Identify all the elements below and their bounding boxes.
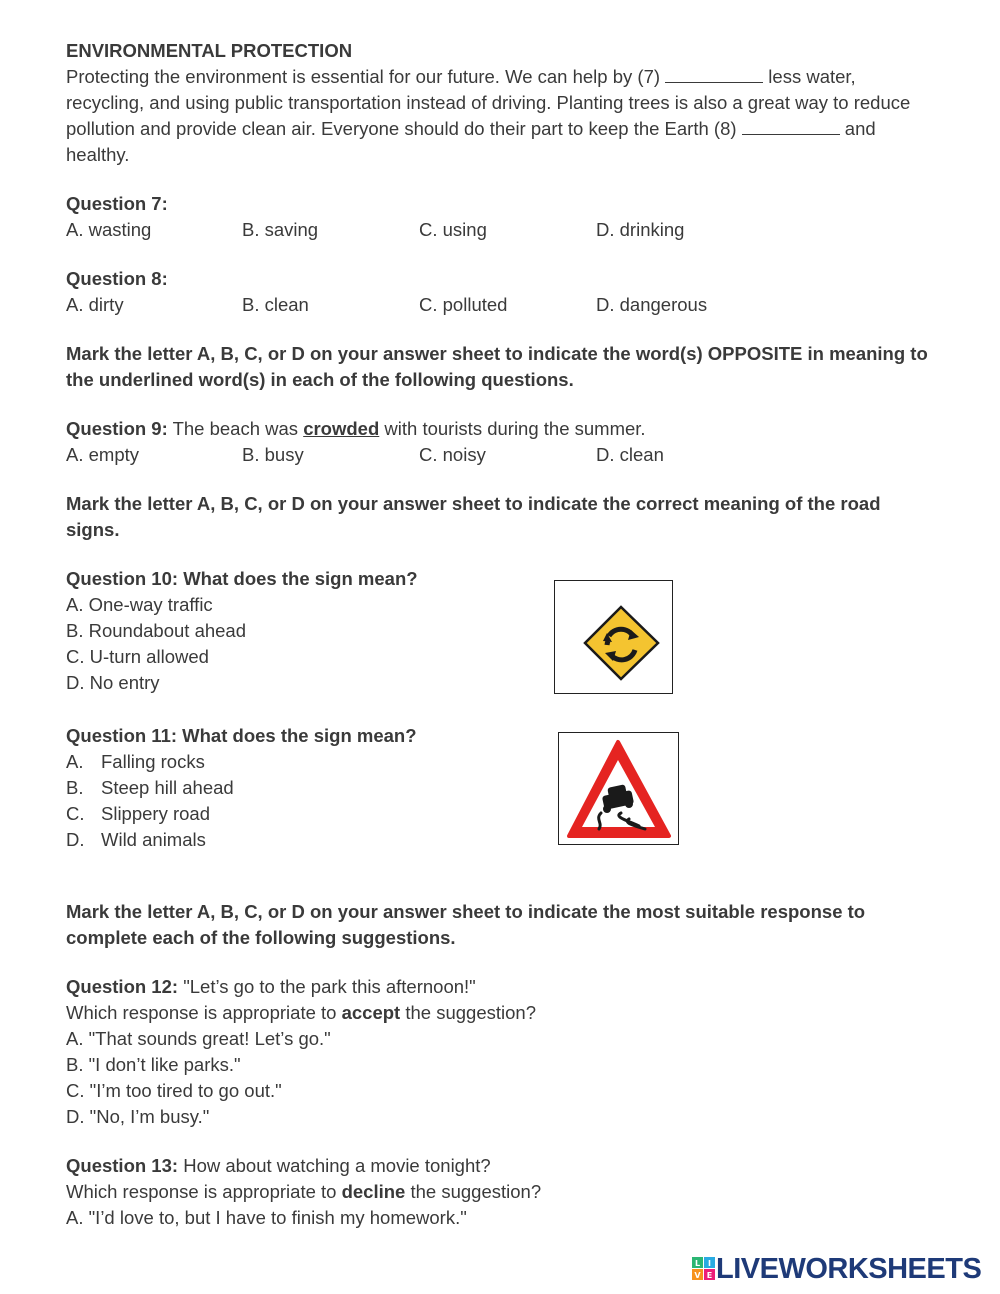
question-13-ask: Which response is appropriate to decline the suggestion? (66, 1181, 542, 1202)
question-13-stem: Question 13: How about watching a movie tonight? (66, 1155, 491, 1176)
roundabout-sign-image (554, 580, 673, 694)
q12-option-c[interactable]: C. "I’m too tired to go out." (66, 1080, 282, 1101)
q8-option-b[interactable]: B. clean (242, 294, 309, 315)
q9-option-d[interactable]: D. clean (596, 444, 664, 465)
q11-option-b[interactable]: B. Steep hill ahead (66, 777, 234, 798)
q10-option-b[interactable]: B. Roundabout ahead (66, 620, 247, 641)
q7-option-b[interactable]: B. saving (242, 219, 319, 240)
instruction-opposite-line-1: Mark the letter A, B, C, or D on your answer sheet to indicate the word(s) OPPOSITE in meaning to (66, 343, 928, 364)
question-7-label: Question 7: (66, 193, 168, 214)
svg-text:I: I (708, 1259, 711, 1268)
instruction-response-line-2: complete each of the following suggestions. (66, 927, 456, 948)
question-12-stem: Question 12: "Let’s go to the park this afternoon!" (66, 976, 476, 997)
passage-title: ENVIRONMENTAL PROTECTION (66, 40, 353, 61)
q12-option-b[interactable]: B. "I don’t like parks." (66, 1054, 241, 1075)
liveworksheets-logo[interactable] (692, 1252, 981, 1286)
q13-option-a[interactable]: A. "I’d love to, but I have to finish my homework." (66, 1207, 467, 1228)
question-8-options (66, 292, 766, 318)
logo-text: LIVEWORKSHEETS (716, 1252, 982, 1285)
passage-line-1: Protecting the environment is essential for our future. We can help by (7) less water, (66, 66, 856, 87)
question-8-label: Question 8: (66, 268, 168, 289)
q12-option-d[interactable]: D. "No, I’m busy." (66, 1106, 210, 1127)
q9-option-c[interactable]: C. noisy (419, 444, 486, 465)
passage-line-2: recycling, and using public transportation instead of driving. Planting trees is also a great way to reduce (66, 92, 911, 113)
q9-option-a[interactable]: A. empty (66, 444, 139, 465)
passage-line-3: pollution and provide clean air. Everyone should do their part to keep the Earth (8) and (66, 118, 876, 139)
roundabout-sign-icon (555, 581, 672, 693)
blank-7[interactable] (665, 66, 763, 83)
q11-option-a[interactable]: A. Falling rocks (66, 751, 205, 772)
q7-option-a[interactable]: A. wasting (66, 219, 152, 240)
q8-option-a[interactable]: A. dirty (66, 294, 124, 315)
question-9-options (66, 442, 766, 468)
question-7-options (66, 217, 766, 243)
q11-option-d[interactable]: D. Wild animals (66, 829, 206, 850)
svg-text:V: V (694, 1271, 701, 1280)
question-11-label: Question 11: What does the sign mean? (66, 725, 417, 746)
slippery-road-sign-icon (559, 733, 678, 844)
instruction-opposite-line-2: the underlined word(s) in each of the following questions. (66, 369, 574, 390)
q11-option-c[interactable]: C. Slippery road (66, 803, 211, 824)
q10-option-a[interactable]: A. One-way traffic (66, 594, 213, 615)
question-9-stem: Question 9: The beach was crowded with tourists during the summer. (66, 418, 646, 439)
q8-option-d[interactable]: D. dangerous (596, 294, 708, 315)
q9-option-b[interactable]: B. busy (242, 444, 304, 465)
q7-option-c[interactable]: C. using (419, 219, 487, 240)
question-12-ask: Which response is appropriate to accept the suggestion? (66, 1002, 536, 1023)
q7-option-d[interactable]: D. drinking (596, 219, 685, 240)
svg-text:E: E (706, 1271, 713, 1280)
svg-text:L: L (694, 1259, 701, 1268)
q10-option-d[interactable]: D. No entry (66, 672, 160, 693)
instruction-signs-line-2: signs. (66, 519, 120, 540)
q12-option-a[interactable]: A. "That sounds great! Let’s go." (66, 1028, 331, 1049)
passage-line-4: healthy. (66, 144, 130, 165)
slippery-road-sign-image (558, 732, 679, 845)
question-10-label: Question 10: What does the sign mean? (66, 568, 418, 589)
q10-option-c[interactable]: C. U-turn allowed (66, 646, 209, 667)
instruction-response-line-1: Mark the letter A, B, C, or D on your answer sheet to indicate the most suitable response to (66, 901, 866, 922)
instruction-signs-line-1: Mark the letter A, B, C, or D on your answer sheet to indicate the correct meaning of the road (66, 493, 881, 514)
underlined-word: crowded (303, 418, 380, 439)
liveworksheets-logo-icon (692, 1256, 716, 1282)
blank-8[interactable] (742, 118, 840, 135)
q8-option-c[interactable]: C. polluted (419, 294, 508, 315)
